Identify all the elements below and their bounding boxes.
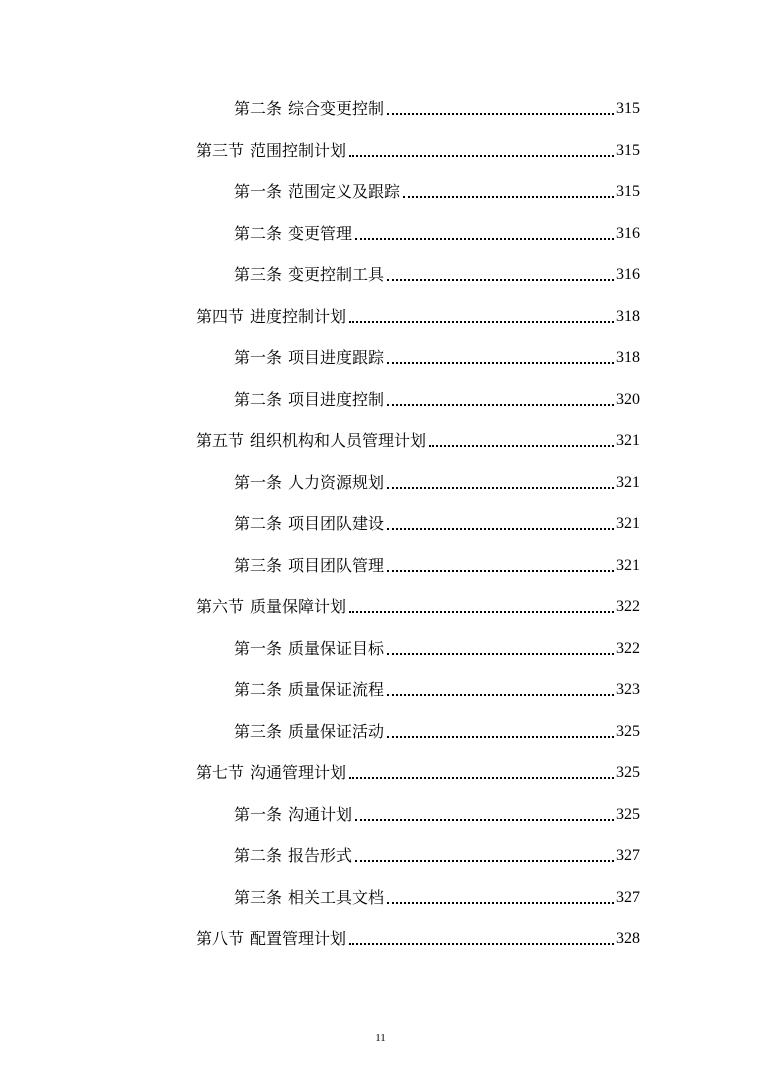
page-number: 11 <box>375 1032 386 1044</box>
dot-leader <box>349 311 614 323</box>
toc-entry-title: 项目团队管理 <box>288 555 385 575</box>
toc-entry-article[interactable] <box>234 836 640 866</box>
toc-entry-title: 组织机构和人员管理计划 <box>250 431 427 450</box>
toc-entry-article[interactable] <box>234 712 640 742</box>
dot-leader <box>355 809 614 821</box>
toc-entry-title: 报告形式 <box>288 846 353 865</box>
toc-entry-page: 321 <box>616 473 640 491</box>
toc-entry-page: 328 <box>616 930 640 947</box>
toc-entry-number: 第三条 <box>234 265 283 284</box>
toc-entry-title: 范围定义及跟踪 <box>288 182 401 201</box>
toc-entry-article[interactable] <box>234 172 640 202</box>
toc-entry-page: 322 <box>616 598 640 615</box>
toc-entry-section[interactable] <box>196 919 640 949</box>
toc-entry-number: 第三条 <box>234 555 283 575</box>
dot-leader <box>387 643 614 655</box>
toc-entry-section[interactable] <box>196 421 640 451</box>
toc-entry-page: 316 <box>616 266 640 283</box>
dot-leader <box>387 103 614 115</box>
toc-entry-number: 第八节 <box>196 929 245 948</box>
toc-entry-page: 320 <box>616 390 640 408</box>
toc-entry-page: 325 <box>616 722 640 740</box>
toc-entry-number: 第三节 <box>196 140 245 160</box>
toc-entry-title: 范围控制计划 <box>250 140 347 160</box>
toc-entry-article[interactable] <box>234 380 640 410</box>
dot-leader <box>355 228 614 240</box>
toc-entry-number: 第三条 <box>234 721 283 741</box>
toc-entry-page: 325 <box>616 805 640 823</box>
toc-entry-number: 第二条 <box>234 223 283 243</box>
toc-entry-section[interactable] <box>196 753 640 783</box>
dot-leader <box>355 850 614 862</box>
dot-leader <box>349 933 614 945</box>
toc-entry-number: 第一条 <box>234 638 283 658</box>
dot-leader <box>387 394 614 406</box>
toc-entry-article[interactable] <box>234 629 640 659</box>
toc-entry-page: 321 <box>616 556 640 574</box>
toc-entry-article[interactable] <box>234 214 640 244</box>
toc-entry-title: 进度控制计划 <box>250 306 347 326</box>
toc-entry-number: 第二条 <box>234 99 283 118</box>
toc-entry-page: 318 <box>616 307 640 325</box>
toc-entry-page: 322 <box>616 639 640 657</box>
toc-entry-number: 第一条 <box>234 804 283 824</box>
toc-entry-page: 327 <box>616 847 640 864</box>
toc-entry-section[interactable] <box>196 587 640 617</box>
toc-entry-title: 质量保证目标 <box>288 638 385 658</box>
toc-entry-number: 第二条 <box>234 514 283 533</box>
toc-entry-title: 变更控制工具 <box>288 265 385 284</box>
toc-entry-title: 项目进度跟踪 <box>288 348 385 367</box>
toc-entry-article[interactable] <box>234 795 640 825</box>
toc-entry-number: 第二条 <box>234 846 283 865</box>
toc-entry-number: 第六节 <box>196 597 245 616</box>
toc-entry-title: 综合变更控制 <box>288 99 385 118</box>
toc-entry-article[interactable] <box>234 338 640 368</box>
toc-entry-title: 变更管理 <box>288 223 353 243</box>
toc-entry-title: 配置管理计划 <box>250 929 347 948</box>
toc-entry-number: 第五节 <box>196 431 245 450</box>
dot-leader <box>429 435 614 447</box>
toc-entry-number: 第二条 <box>234 680 283 699</box>
dot-leader <box>387 684 614 696</box>
toc-entry-title: 相关工具文档 <box>288 887 385 907</box>
toc-entry-number: 第四节 <box>196 306 245 326</box>
toc-entry-title: 质量保障计划 <box>250 597 347 616</box>
toc-entry-title: 人力资源规划 <box>288 472 385 492</box>
toc-entry-title: 沟通计划 <box>288 804 353 824</box>
toc-entry-title: 项目进度控制 <box>288 389 385 409</box>
toc-entry-number: 第二条 <box>234 389 283 409</box>
toc-entry-page: 315 <box>616 100 640 117</box>
toc-entry-page: 315 <box>616 183 640 200</box>
toc-entry-number: 第一条 <box>234 182 283 201</box>
dot-leader <box>349 601 614 613</box>
dot-leader <box>387 726 614 738</box>
toc-entry-page: 321 <box>616 515 640 532</box>
dot-leader <box>387 269 614 281</box>
dot-leader <box>387 560 614 572</box>
dot-leader <box>387 892 614 904</box>
dot-leader <box>403 186 614 198</box>
toc-entry-page: 323 <box>616 681 640 698</box>
dot-leader <box>349 145 614 157</box>
toc-entry-article[interactable] <box>234 89 640 119</box>
toc-entry-title: 沟通管理计划 <box>250 763 347 782</box>
toc-entry-number: 第一条 <box>234 348 283 367</box>
dot-leader <box>387 477 614 489</box>
toc-entry-page: 327 <box>616 888 640 906</box>
toc-entry-page: 316 <box>616 224 640 242</box>
toc-entry-section[interactable] <box>196 297 640 327</box>
toc-entry-article[interactable] <box>234 463 640 493</box>
toc-entry-section[interactable] <box>196 131 640 161</box>
toc-entry-page: 315 <box>616 141 640 159</box>
toc-entry-title: 质量保证活动 <box>288 721 385 741</box>
toc-entry-page: 325 <box>616 764 640 781</box>
toc-entry-number: 第七节 <box>196 763 245 782</box>
toc-entry-article[interactable] <box>234 670 640 700</box>
toc-entry-article[interactable] <box>234 504 640 534</box>
dot-leader <box>349 767 614 779</box>
dot-leader <box>387 352 614 364</box>
toc-entry-number: 第三条 <box>234 887 283 907</box>
toc-entry-number: 第一条 <box>234 472 283 492</box>
toc-entry-page: 318 <box>616 349 640 366</box>
toc-entry-title: 项目团队建设 <box>288 514 385 533</box>
toc-entry-page: 321 <box>616 432 640 449</box>
toc-entry-article[interactable] <box>234 878 640 908</box>
toc-entry-article[interactable] <box>234 255 640 285</box>
dot-leader <box>387 518 614 530</box>
toc-entry-article[interactable] <box>234 546 640 576</box>
toc-entry-title: 质量保证流程 <box>288 680 385 699</box>
